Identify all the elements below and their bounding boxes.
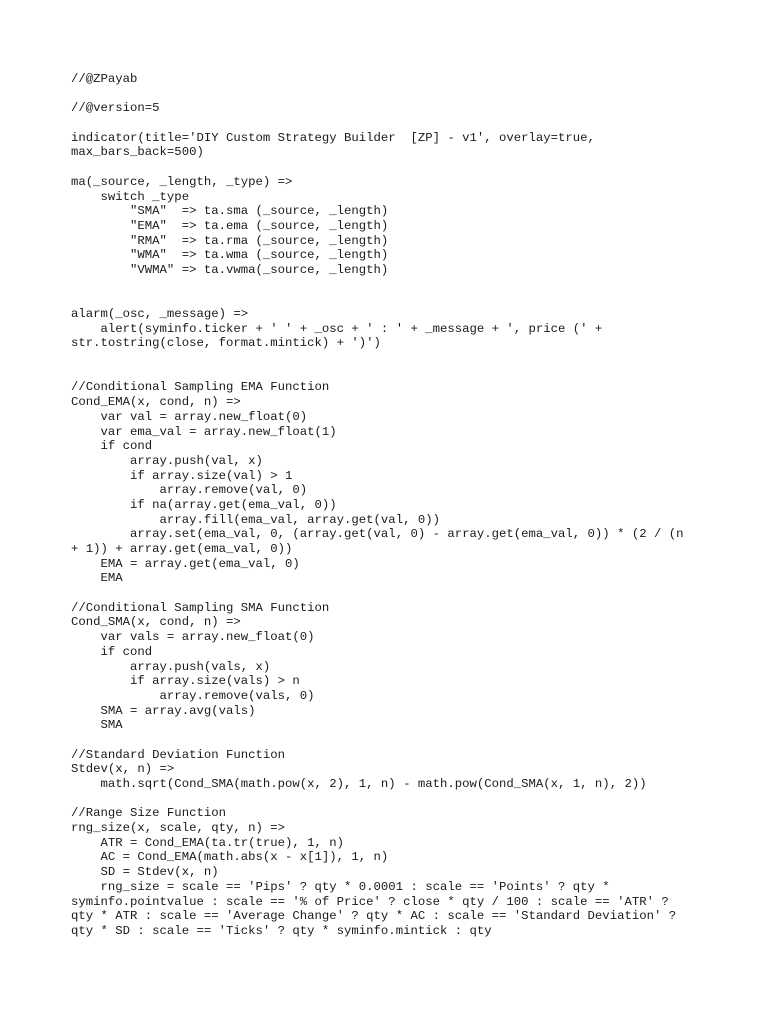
code-line: + 1)) + array.get(ema_val, 0)) [71,542,293,556]
code-line: var ema_val = array.new_float(1) [71,424,337,439]
code-line: math.sqrt(Cond_SMA(math.pow(x, 2), 1, n) - math.pow(Cond_SMA(x, 1, n), 2)) [71,777,647,791]
code-line: AC = Cond_EMA(math.abs(x - x[1]), 1, n) [71,850,389,865]
code-line: var vals = array.new_float(0) [71,630,315,645]
code-line: Stdev(x, n) => [71,762,175,777]
code-line: Cond_EMA(x, cond, n) => [71,395,241,410]
blank-line [71,351,761,366]
code-document [71,72,761,939]
code-line: array.remove(val, 0) [71,483,308,498]
code-line: //Standard Deviation Function [71,747,286,762]
blank-line [71,366,761,381]
code-line: //@version=5 [71,101,160,116]
code-line: var val = array.new_float(0) [71,409,308,424]
code-line: //@ZPayab [71,72,138,86]
blank-line [71,87,761,102]
code-line: switch _type [71,189,190,204]
code-line: alarm(_osc, _message) => [71,307,249,321]
code-line: SMA [71,718,123,733]
code-line: array.remove(vals, 0) [71,688,315,703]
code-line: if cond [71,644,153,659]
blank-line [71,292,761,307]
code-line: SD = Stdev(x, n) [71,865,219,880]
code-line: indicator(title='DIY Custom Strategy Builder [ZP] - v1', overlay=true, [71,130,595,145]
code-line: if array.size(val) > 1 [71,468,293,483]
code-line: ma(_source, _length, _type) => [71,174,293,189]
code-line: alert(syminfo.ticker + ' ' + _osc + ' : ' + _message + ', price (' + [71,321,603,336]
code-line: "WMA" => ta.wma (_source, _length) [71,248,389,263]
code-line: EMA = array.get(ema_val, 0) [71,556,300,571]
code-line: Cond_SMA(x, cond, n) => [71,615,241,630]
code-line: "SMA" => ta.sma (_source, _length) [71,204,389,219]
code-line: //Conditional Sampling SMA Function [71,600,330,615]
code-line: max_bars_back=500) [71,145,204,160]
code-line: str.tostring(close, format.mintick) + ')') [71,336,381,351]
blank-line [71,116,761,131]
code-line: if na(array.get(ema_val, 0)) [71,497,337,512]
code-line: qty * SD : scale == 'Ticks' ? qty * syminfo.mintick : qty [71,923,492,938]
code-line: if array.size(vals) > n [71,674,300,689]
code-line: //Conditional Sampling EMA Function [71,380,330,395]
code-line: "EMA" => ta.ema (_source, _length) [71,218,389,233]
code-line: syminfo.pointvalue : scale == '% of Price' ? close * qty / 100 : scale == 'ATR' ? [71,894,669,909]
blank-line [71,278,761,293]
code-line: EMA [71,571,123,586]
code-line: rng_size = scale == 'Pips' ? qty * 0.0001 : scale == 'Points' ? qty * [71,879,610,894]
code-line: rng_size(x, scale, qty, n) => [71,821,286,836]
code-line: array.push(vals, x) [71,659,271,674]
code-line: array.push(val, x) [71,453,263,468]
code-line: ATR = Cond_EMA(ta.tr(true), 1, n) [71,835,345,850]
code-line: array.fill(ema_val, array.get(val, 0)) [71,512,440,527]
blank-line [71,733,761,748]
blank-line [71,792,761,807]
code-line: qty * ATR : scale == 'Average Change' ? qty * AC : scale == 'Standard Deviation' ? [71,909,677,924]
code-line: "RMA" => ta.rma (_source, _length) [71,233,389,248]
code-line: array.set(ema_val, 0, (array.get(val, 0) - array.get(ema_val, 0)) * (2 / (n [71,527,684,542]
blank-line [71,160,761,175]
code-line: SMA = array.avg(vals) [71,703,256,718]
blank-line [71,586,761,601]
code-line: if cond [71,439,153,454]
code-line: "VWMA" => ta.vwma(_source, _length) [71,262,389,277]
code-line: //Range Size Function [71,806,226,821]
